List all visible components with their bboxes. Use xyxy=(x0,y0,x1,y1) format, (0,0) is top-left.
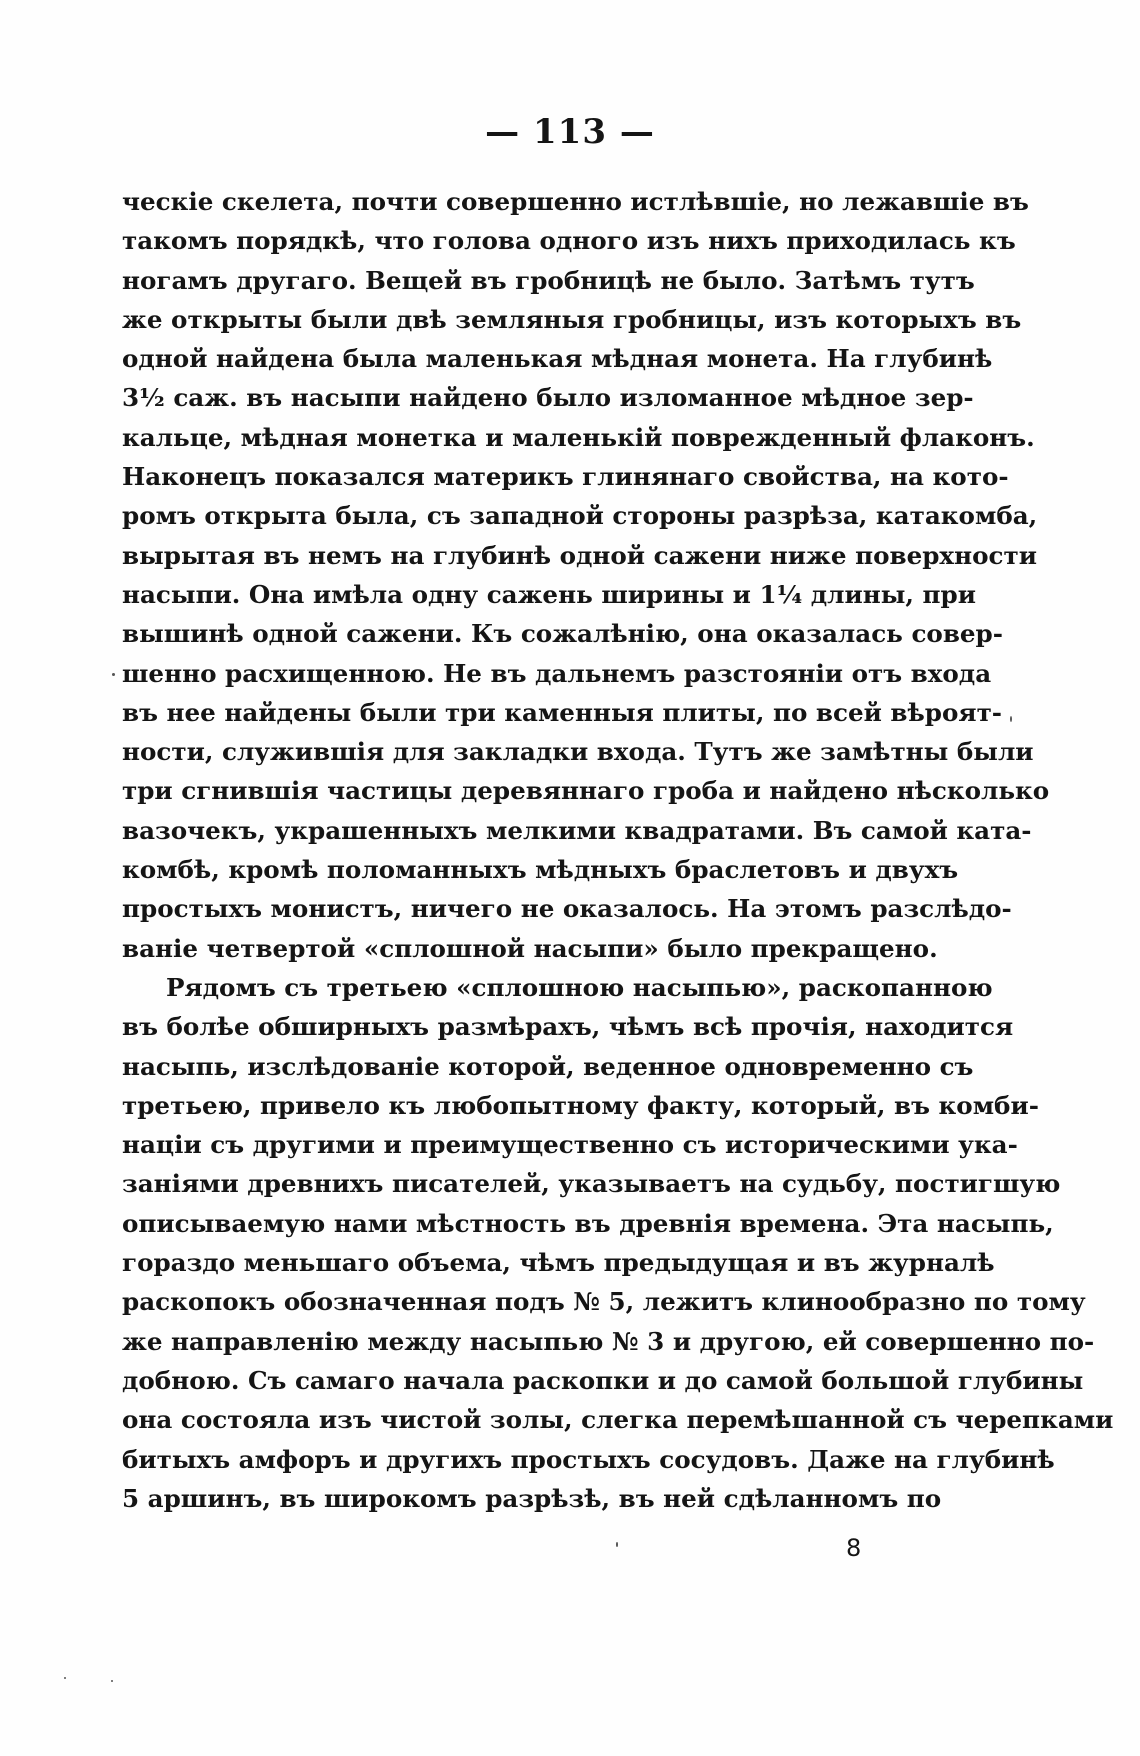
text-line: ческіе скелета, почти совершенно истлѣвшіе, но лежавшіе въ xyxy=(122,187,1029,216)
text-line: комбѣ, кромѣ поломанныхъ мѣдныхъ браслетовъ и двухъ xyxy=(122,855,959,885)
text-line: гораздо меньшаго объема, чѣмъ предыдущая и въ журналѣ xyxy=(122,1248,995,1278)
text-line: 3½ саж. въ насыпи найдено было изломанное мѣдное зер- xyxy=(122,383,974,413)
print-speck xyxy=(616,1542,618,1547)
text-line: ромъ открыта была, съ западной стороны разрѣза, катакомба, xyxy=(122,501,1038,531)
text-line: заніями древнихъ писателей, указываетъ на судьбу, постигшую xyxy=(122,1169,1061,1199)
text-line: три сгнившія частицы деревяннаго гроба и найдено нѣсколько xyxy=(122,776,1050,806)
text-line: вырытая въ немъ на глубинѣ одной сажени ниже поверхности xyxy=(122,540,1037,570)
text-line: кальце, мѣдная монетка и маленькій поврежденный флаконъ. xyxy=(122,422,1035,452)
text-line: битыхъ амфоръ и другихъ простыхъ сосудовъ. Даже на глубинѣ xyxy=(122,1444,1055,1474)
text-line: ности, служившія для закладки входа. Тутъ же замѣтны были xyxy=(122,737,1034,767)
text-line: вышинѣ одной сажени. Къ сожалѣнію, она оказалась совер- xyxy=(122,619,1003,649)
print-speck xyxy=(1010,716,1012,722)
text-line: въ болѣе обширныхъ размѣрахъ, чѣмъ всѣ прочія, находится xyxy=(122,1012,1014,1042)
print-speck xyxy=(64,1677,66,1679)
text-line: 5 аршинъ, въ широкомъ разрѣзѣ, въ ней сдѣланномъ по xyxy=(122,1483,942,1513)
text-line: ногамъ другаго. Вещей въ гробницѣ не было. Затѣмъ тутъ xyxy=(122,265,975,295)
text-line: описываемую нами мѣстность въ древнія времена. Эта насыпь, xyxy=(122,1208,1054,1238)
text-line: простыхъ монистъ, ничего не оказалось. На этомъ разслѣдо- xyxy=(122,894,1012,924)
text-line: насыпи. Она имѣла одну сажень ширины и 1¼ длины, при xyxy=(122,579,976,609)
text-line: она состояла изъ чистой золы, слегка перемѣшанной съ черепками xyxy=(122,1405,1114,1435)
text-line: добною. Съ самаго начала раскопки и до самой большой глубины xyxy=(122,1365,1084,1395)
text-line: вазочекъ, украшенныхъ мелкими квадратами. Въ самой ката- xyxy=(122,815,1032,845)
text-line: такомъ порядкѣ, что голова одного изъ нихъ приходилась къ xyxy=(122,226,1016,256)
text-line: же направленію между насыпью № 3 и другою, ей совершенно по- xyxy=(122,1326,1095,1356)
text-line: насыпь, изслѣдованіе которой, веденное одновременно съ xyxy=(122,1051,974,1081)
print-speck xyxy=(112,673,115,676)
page-number: — 113 — xyxy=(485,112,655,152)
body-text xyxy=(122,182,1114,1518)
print-speck xyxy=(111,1680,113,1682)
signature-mark: 8 xyxy=(846,1534,862,1562)
text-line: въ нее найдены были три каменныя плиты, по всей вѣроят- xyxy=(122,697,1003,727)
text-line: третьею, привело къ любопытному факту, который, въ комби- xyxy=(122,1090,1039,1120)
text-line: ваніе четвертой «сплошной насыпи» было прекращено. xyxy=(122,933,938,963)
text-line: Наконецъ показался материкъ глинянаго свойства, на кото- xyxy=(122,462,1009,492)
text-line: же открыты были двѣ земляныя гробницы, изъ которыхъ въ xyxy=(122,304,1022,334)
text-line: шенно расхищенною. Не въ дальнемъ разстояніи отъ входа xyxy=(122,658,992,688)
text-line: одной найдена была маленькая мѣдная монета. На глубинѣ xyxy=(122,344,993,374)
text-line: Рядомъ съ третьею «сплошною насыпью», раскопанною xyxy=(166,972,993,1002)
text-line: націи съ другими и преимущественно съ историческими ука- xyxy=(122,1130,1018,1160)
text-line: раскопокъ обозначенная подъ № 5, лежитъ клинообразно по тому xyxy=(122,1287,1086,1317)
